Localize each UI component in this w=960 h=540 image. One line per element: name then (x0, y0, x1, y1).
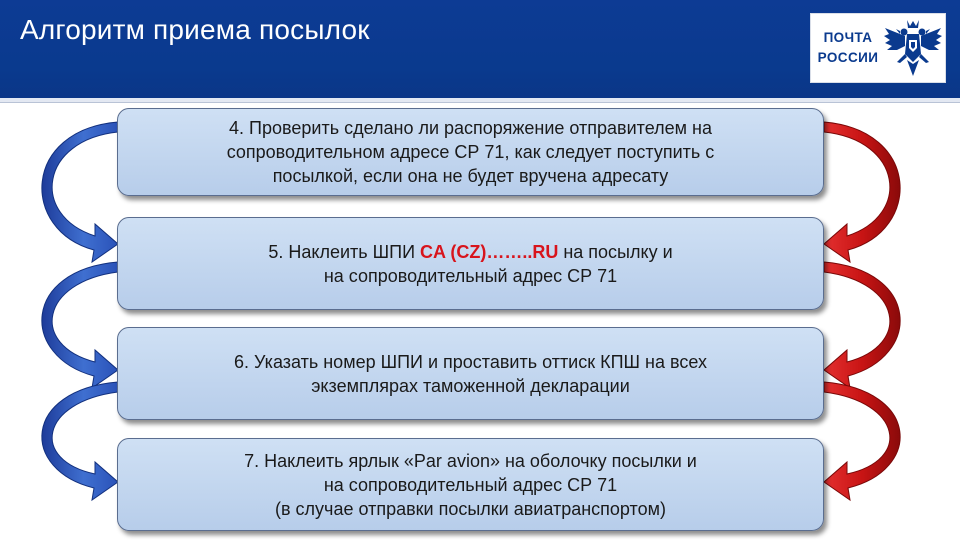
right-arrow-3 (824, 382, 900, 500)
left-arrow-3 (42, 382, 118, 500)
step-4-line-3: посылкой, если она не будет вручена адресату (272, 166, 669, 186)
step-6-line-1: 6. Указать номер ШПИ и проставить оттиск КПШ на всех (234, 351, 707, 372)
step-5-box (117, 217, 824, 310)
right-arrow-2 (824, 262, 900, 388)
logo-line-2: РОССИИ (817, 50, 879, 65)
step-4-text (227, 116, 715, 188)
step-7-line-2: на сопроводительный адрес СР 71 (323, 474, 618, 495)
step-5-prefix: 5. Наклеить ШПИ (268, 241, 421, 262)
step-7-line-1: 7. Наклеить ярлык «Par avion» на оболочку посылки и (244, 450, 697, 471)
step-6-box (117, 327, 824, 420)
step-6-line-2: экземплярах таможенной декларации (311, 375, 630, 396)
step-7-text (244, 449, 697, 521)
step-7-box (117, 438, 824, 531)
step-6-text (234, 350, 707, 398)
tracking-number-mask: CA (CZ)……..RU (420, 241, 559, 262)
step-5-line-2: на сопроводительный адрес СР 71 (323, 265, 618, 286)
step-7-line-3: (в случае отправки посылки авиатранспортом) (275, 498, 666, 519)
page-title: Алгоритм приема посылок (20, 14, 370, 45)
step-4-box (117, 108, 824, 196)
logo-line-1: ПОЧТА (823, 30, 873, 45)
step-5-suffix: на посылку и (558, 241, 673, 262)
right-arrow-1 (824, 122, 900, 262)
step-4-line-1: 4. Проверить сделано ли распоряжение отправителем на (229, 118, 712, 138)
step-5-line-1 (268, 240, 672, 264)
step-4-line-2: сопроводительном адресе СР 71, как следует поступить с (226, 142, 715, 162)
left-arrow-1 (42, 122, 118, 262)
step-5-text (268, 240, 672, 288)
left-arrow-2 (42, 262, 118, 388)
